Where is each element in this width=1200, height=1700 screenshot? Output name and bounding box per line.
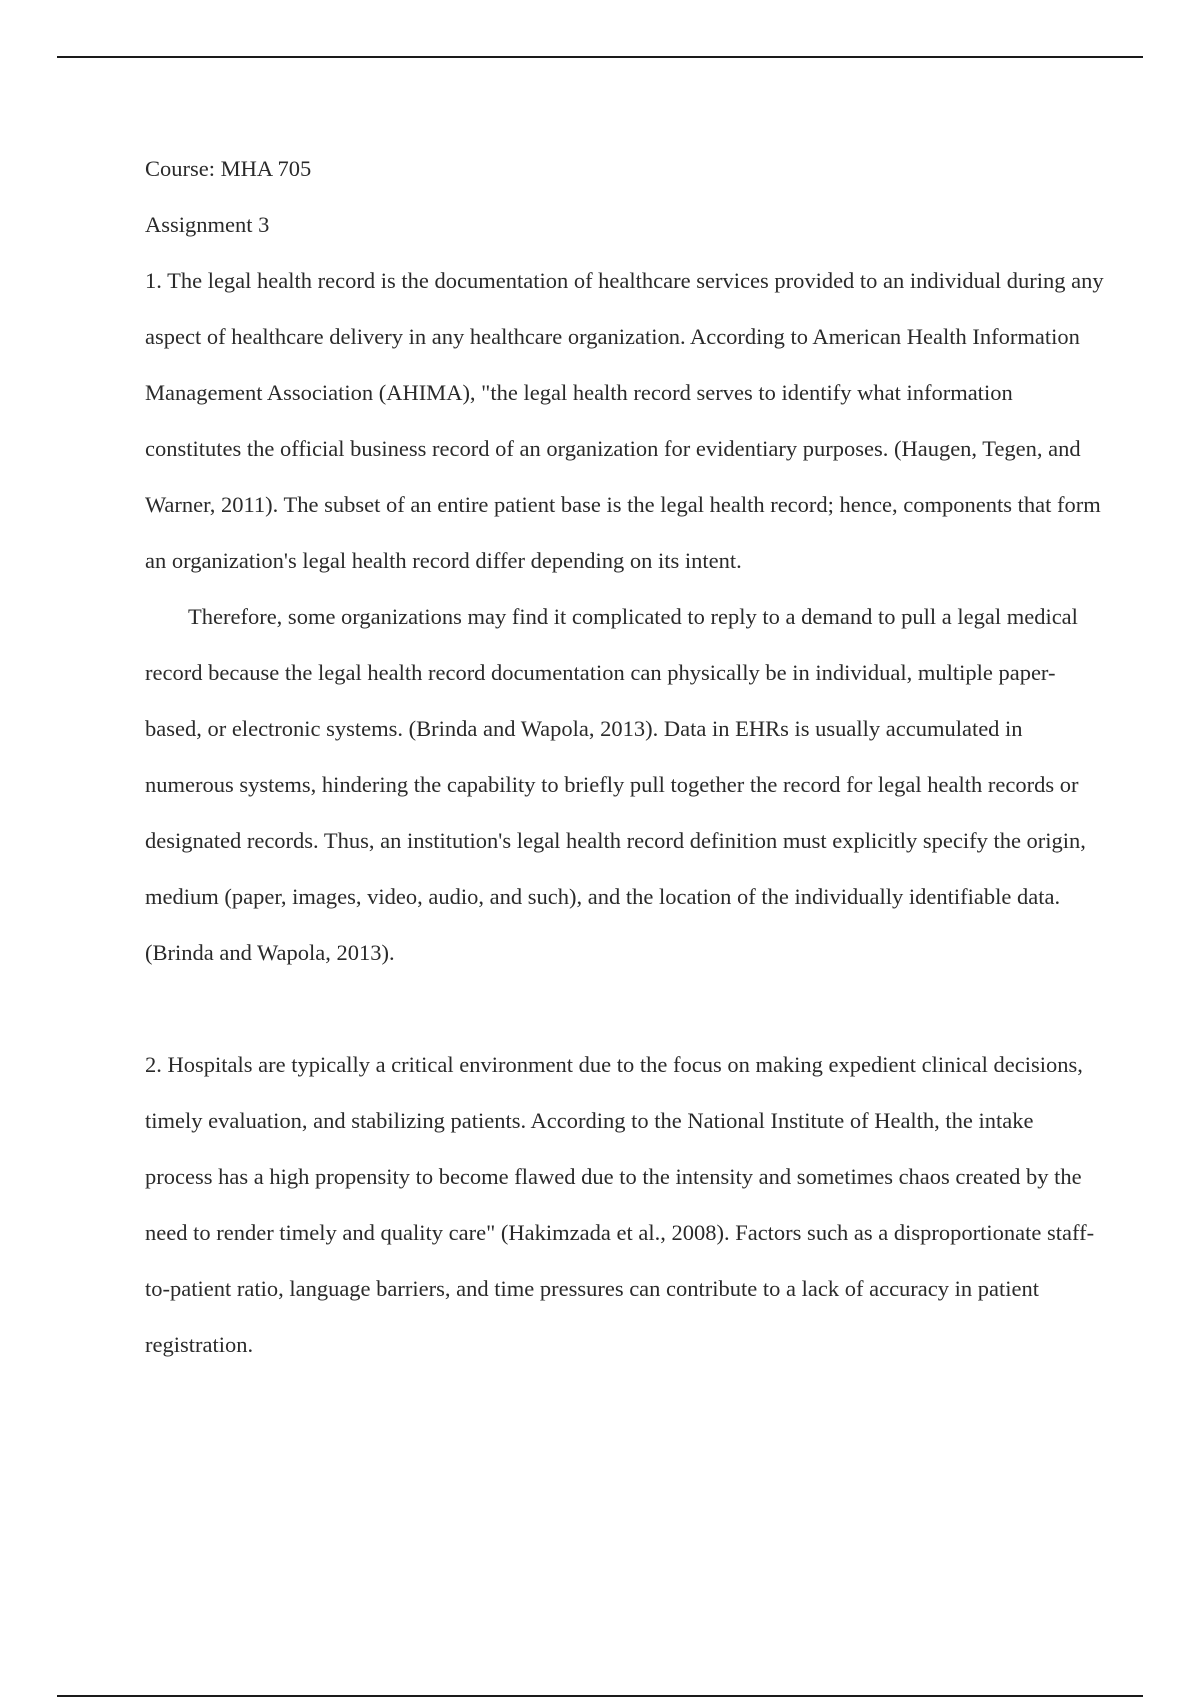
document-body xyxy=(145,141,1105,1373)
paragraph-hospitals: 2. Hospitals are typically a critical environment due to the focus on making expedient clinical decisions, timely evaluation, and stabilizing patients. According to the National Institute of Health, the intake process has a high propensity to become flawed due to the intensity and sometimes chaos created by the need to render timely and quality care" (Hakimzada et al., 2008). Factors such as a disproportionate staff-to-patient ratio, language barriers, and time pressures can contribute to a lack of accuracy in patient registration. xyxy=(145,1052,1095,1357)
header-rule xyxy=(57,56,1143,58)
paragraph-legal-health-record: 1. The legal health record is the documentation of healthcare services provided to an individual during any aspect of healthcare delivery in any healthcare organization. According to American Health Information Management Association (AHIMA), "the legal health record serves to identify what information constitutes the official business record of an organization for evidentiary purposes. (Haugen, Tegen, and Warner, 2011). The subset of an entire patient base is the legal health record; hence, components that form an organization's legal health record differ depending on its intent. xyxy=(145,268,1104,573)
paragraph-organizations: Therefore, some organizations may find it complicated to reply to a demand to pull a legal medical record because the legal health record documentation can physically be in individual, multiple paper-based, or electronic systems. (Brinda and Wapola, 2013). Data in EHRs is usually accumulated in numerous systems, hindering the capability to briefly pull together the record for legal health records or designated records. Thus, an institution's legal health record definition must explicitly specify the origin, medium (paper, images, video, audio, and such), and the location of the individually identifiable data. (Brinda and Wapola, 2013). xyxy=(145,604,1086,965)
assignment-title: Assignment 3 xyxy=(145,212,270,237)
course-line: Course: MHA 705 xyxy=(145,156,312,181)
footer-rule xyxy=(57,1695,1143,1697)
